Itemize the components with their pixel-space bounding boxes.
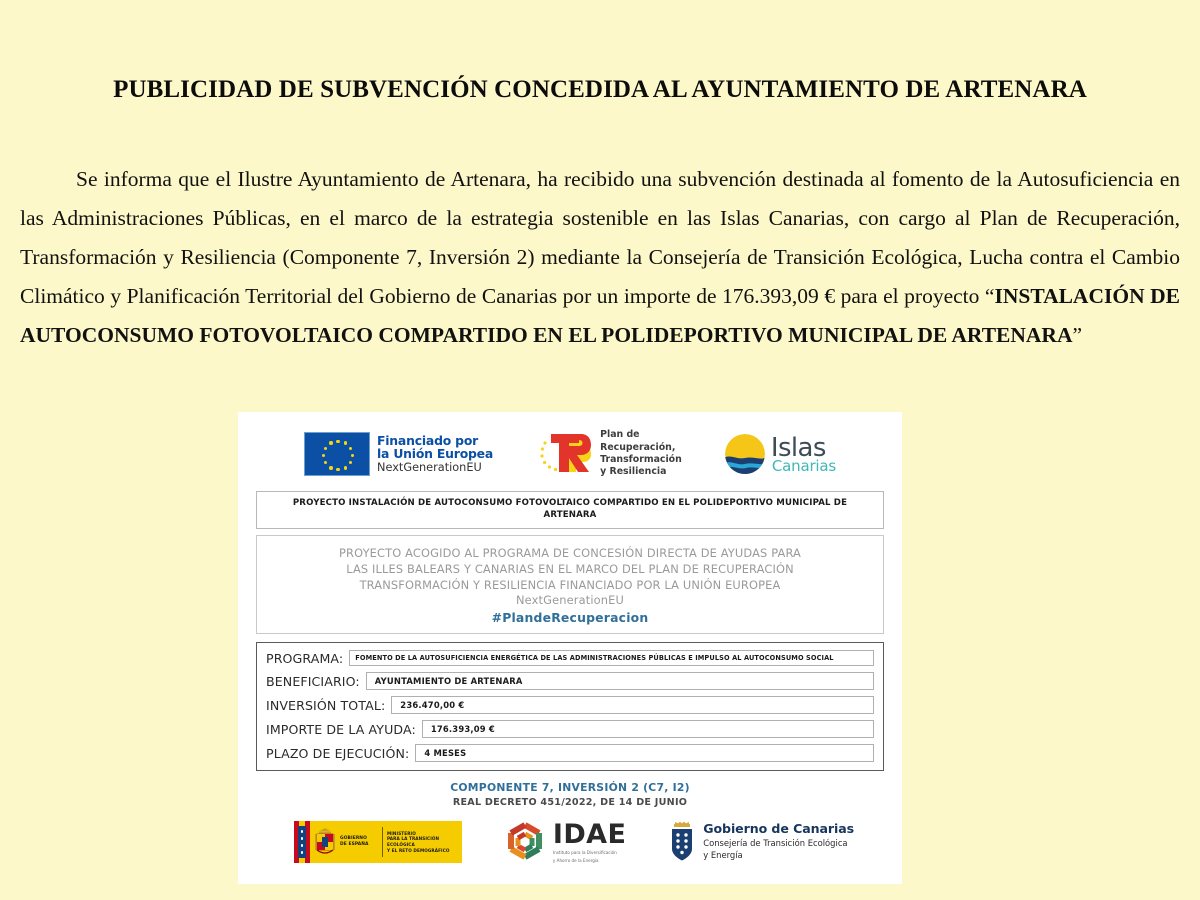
prtr-logo bbox=[539, 429, 682, 479]
ministerio-line3: Y EL RETO DEMOGRÁFICO bbox=[387, 847, 450, 853]
poster-panel bbox=[238, 412, 902, 884]
poster-bottom-logo-row bbox=[256, 819, 884, 865]
field-row-plazo-ejecucion bbox=[266, 744, 874, 762]
ministerio-line2: PARA LA TRANSICIÓN ECOLÓGICA bbox=[387, 836, 440, 848]
prtr-line1: Plan de bbox=[600, 429, 640, 441]
ministerio-label bbox=[387, 821, 462, 863]
gobierno-de-espana-logo bbox=[294, 821, 462, 863]
body-text-part1: Se informa que el Ilustre Ayuntamiento de Artenara, ha recibido una subvención destinada al fomento de la Autosuficiencia en las Administraciones Públicas, en el marco de la estrategia sostenible en las Islas Canarias, con cargo al Plan de Recuperación, Transformación y Resiliencia (Componente 7, Inversión 2) mediante la Consejería de Transición Ecológica, Lucha contra el Cambio Climático y Planificación Territorial del Gobierno de Canarias por un importe de 176.393,09 € para el proyecto “ bbox=[20, 167, 1180, 308]
programme-hashtag: #PlandeRecuperacion bbox=[491, 610, 649, 626]
eu-funding-logo bbox=[304, 432, 493, 476]
logo-divider bbox=[382, 827, 383, 857]
poster-top-logo-row bbox=[256, 422, 884, 484]
gobierno-de-canarias-logo bbox=[667, 821, 854, 863]
eu-logo-line3: NextGenerationEU bbox=[377, 461, 482, 475]
field-label-programa: PROGRAMA: bbox=[266, 650, 344, 666]
canarias-shield-icon bbox=[667, 821, 697, 863]
field-label-plazo-ejecucion: PLAZO DE EJECUCIÓN: bbox=[266, 745, 410, 761]
idae-mark-icon bbox=[503, 820, 547, 864]
prtr-logo-text bbox=[600, 429, 682, 479]
field-row-inversion-total bbox=[266, 696, 874, 714]
islas-canarias-mark-icon bbox=[724, 433, 766, 475]
poster-fields-box bbox=[256, 642, 884, 771]
eu-logo-text bbox=[377, 434, 493, 474]
project-title-box bbox=[256, 491, 884, 529]
field-label-importe-ayuda: IMPORTE DE LA AYUDA: bbox=[266, 721, 416, 737]
field-row-beneficiario bbox=[266, 672, 874, 690]
islas-canarias-line2: Canarias bbox=[771, 456, 836, 475]
spain-coat-of-arms-icon bbox=[310, 821, 340, 863]
body-text-part2: ” bbox=[1072, 323, 1083, 347]
prtr-line2: Recuperación, bbox=[600, 441, 676, 453]
field-label-beneficiario: BENEFICIARIO: bbox=[266, 673, 360, 689]
eu-logo-line2: la Unión Europea bbox=[377, 446, 494, 462]
idae-text bbox=[552, 818, 627, 863]
field-value-inversion-total: 236.470,00 € bbox=[391, 696, 874, 714]
gobierno-espana-line1: GOBIERNO bbox=[340, 836, 367, 842]
project-name-bold: INSTALACIÓN DE AUTOCONSUMO FOTOVOLTAICO COMPARTIDO EN EL POLIDEPORTIVO MUNICIPAL DE ARTENARA bbox=[20, 284, 1180, 347]
programme-line2: LAS ILLES BALEARS Y CANARIAS EN EL MARCO DEL PLAN DE RECUPERACIÓN bbox=[346, 562, 794, 577]
field-value-importe-ayuda: 176.393,09 € bbox=[422, 720, 874, 738]
field-row-programa bbox=[266, 650, 874, 666]
canarias-text bbox=[703, 822, 854, 861]
idae-sub-line2: y Ahorro de la Energía bbox=[552, 857, 599, 863]
field-label-inversion-total: INVERSIÓN TOTAL: bbox=[266, 697, 386, 713]
project-title-line1: PROYECTO INSTALACIÓN DE AUTOCONSUMO FOTOVOLTAICO COMPARTIDO EN EL POLIDEPORTIVO MUNICIPAL DE bbox=[292, 498, 848, 508]
idae-logo bbox=[503, 820, 626, 864]
prtr-mark-icon bbox=[539, 431, 593, 477]
idae-sub-line1: Instituto para la Diversificación bbox=[552, 849, 617, 855]
field-value-plazo-ejecucion: 4 MESES bbox=[415, 744, 874, 762]
prtr-line4: y Resiliencia bbox=[600, 466, 667, 478]
component-note bbox=[256, 780, 884, 810]
islas-canarias-text bbox=[770, 432, 836, 475]
eu-flag-icon bbox=[304, 432, 370, 476]
islas-canarias-line1: Islas bbox=[770, 432, 826, 463]
programme-description-box bbox=[256, 535, 884, 635]
canarias-sub-line1: Consejería de Transición Ecológica bbox=[703, 837, 848, 848]
programme-line3: TRANSFORMACIÓN Y RESILIENCIA FINANCIADO POR LA UNIÓN EUROPEA bbox=[359, 578, 781, 593]
canarias-sub-line2: y Energía bbox=[703, 850, 743, 861]
idae-name: IDAE bbox=[552, 818, 627, 850]
gobierno-espana-label bbox=[340, 821, 382, 863]
field-value-beneficiario: AYUNTAMIENTO DE ARTENARA bbox=[366, 672, 874, 690]
body-paragraph bbox=[20, 160, 1180, 355]
spain-flag-icon bbox=[294, 821, 310, 863]
field-row-importe-ayuda bbox=[266, 720, 874, 738]
prtr-line3: Transformación bbox=[600, 454, 682, 465]
page-title: PUBLICIDAD DE SUBVENCIÓN CONCEDIDA AL AYUNTAMIENTO DE ARTENARA bbox=[113, 76, 1087, 103]
component-note-line2: REAL DECRETO 451/2022, DE 14 DE JUNIO bbox=[452, 797, 688, 809]
ministerio-line1: MINISTERIO bbox=[387, 830, 416, 836]
canarias-title: Gobierno de Canarias bbox=[703, 821, 854, 837]
programme-line1: PROYECTO ACOGIDO AL PROGRAMA DE CONCESIÓN DIRECTA DE AYUDAS PARA bbox=[339, 545, 801, 560]
islas-canarias-logo bbox=[724, 433, 836, 475]
eu-logo-line1: Financiado por bbox=[377, 432, 479, 448]
project-title-line2: ARTENARA bbox=[543, 510, 597, 521]
field-value-programa: FOMENTO DE LA AUTOSUFICIENCIA ENERGÉTICA DE LAS ADMINISTRACIONES PÚBLICAS E IMPULSO AL AUTOCONSUMO SOCIAL bbox=[349, 650, 874, 666]
programme-line4: NextGenerationEU bbox=[515, 593, 624, 608]
gobierno-espana-line2: DE ESPAÑA bbox=[340, 842, 369, 848]
component-note-line1: COMPONENTE 7, INVERSIÓN 2 (C7, I2) bbox=[450, 781, 690, 795]
